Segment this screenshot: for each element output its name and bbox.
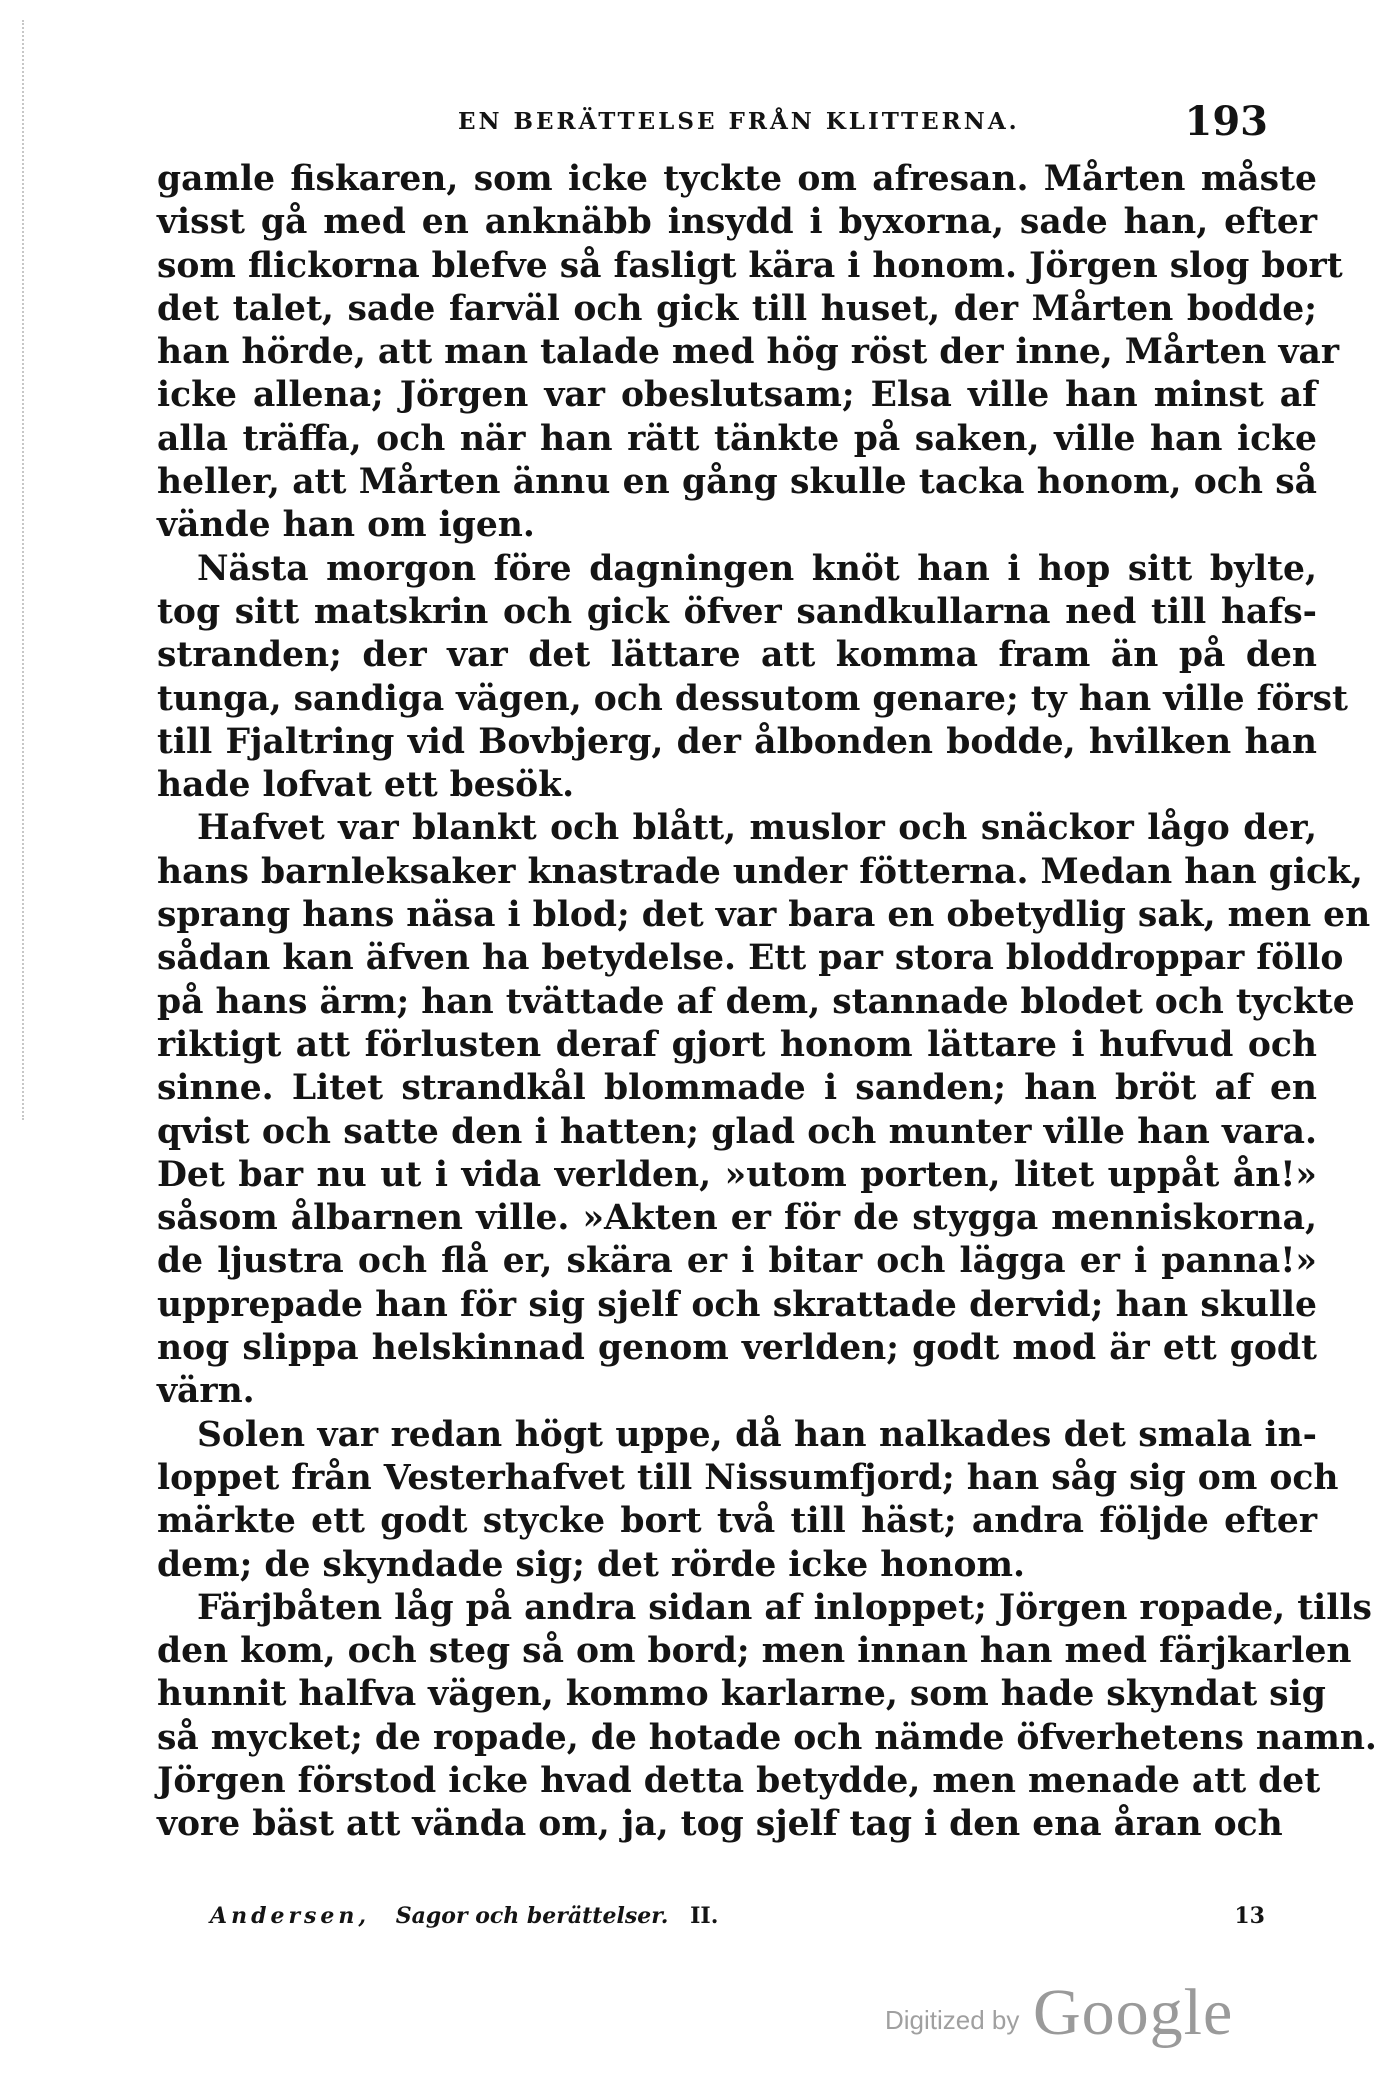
- paragraph: [157, 1414, 1339, 1587]
- paragraph: [157, 1587, 1377, 1847]
- text-line: Hafvet var blankt och blått, muslor och snäckor lågo der,: [197, 808, 1317, 849]
- text-line: Det bar nu ut i vida verlden, »utom porten, litet uppåt ån!»: [157, 1154, 1317, 1195]
- text-line: qvist och satte den i hatten; glad och munter ville han vara.: [157, 1111, 1317, 1152]
- text-line: dem; de skyndade sig; det rörde icke honom.: [157, 1544, 1025, 1585]
- text-line: vore bäst att vända om, ja, tog sjelf tag i den ena åran och: [157, 1804, 1283, 1845]
- body-text: [157, 158, 1377, 1847]
- running-title: EN BERÄTTELSE FRÅN KLITTERNA.: [458, 108, 1020, 135]
- text-line: han hörde, att man talade med hög röst der inne, Mårten var: [157, 332, 1340, 373]
- text-line: sådan kan äfven ha betydelse. Ett par stora bloddroppar föllo: [157, 938, 1344, 979]
- paragraph: [157, 807, 1371, 1413]
- signature-volume: II.: [690, 1903, 719, 1929]
- text-line: visst gå med en anknäbb insydd i byxorna, sade han, efter: [157, 202, 1317, 243]
- text-line: hade lofvat ett besök.: [157, 765, 575, 806]
- paragraph: [157, 548, 1348, 808]
- text-line: så mycket; de ropade, de hotade och nämde öfverhetens namn.: [157, 1717, 1377, 1758]
- signature-sheet-number: 13: [1234, 1903, 1265, 1929]
- text-line: tunga, sandiga vägen, och dessutom genare; ty han ville först: [157, 678, 1348, 719]
- text-line: den kom, och steg så om bord; men innan han med färjkarlen: [157, 1631, 1352, 1672]
- page-number: 193: [1184, 98, 1268, 145]
- digitized-watermark: [885, 1975, 1245, 2049]
- text-line: tog sitt matskrin och gick öfver sandkullarna ned till hafs-: [157, 591, 1317, 632]
- text-line: gamle fiskaren, som icke tyckte om afresan. Mårten måste: [157, 159, 1317, 199]
- printer-signature: [210, 1903, 1300, 1943]
- running-header: [158, 100, 1318, 160]
- text-line: märkte ett godt stycke bort två till häst; andra följde efter: [157, 1501, 1317, 1542]
- text-line: sinne. Litet strandkål blommade i sanden; han bröt af en: [157, 1068, 1317, 1109]
- text-line: Jörgen förstod icke hvad detta betydde, men menade att det: [157, 1760, 1321, 1801]
- text-line: hunnit halfva vägen, kommo karlarne, som hade skyndat sig: [157, 1674, 1326, 1715]
- text-line: sprang hans näsa i blod; det var bara en obetydlig sak, men en: [157, 895, 1371, 936]
- text-line: Färjbåten låg på andra sidan af inloppet; Jörgen ropade, tills: [197, 1587, 1372, 1628]
- text-line: till Fjaltring vid Bovbjerg, der ålbonden bodde, hvilken han: [157, 721, 1317, 762]
- text-line: riktigt att förlusten deraf gjort honom lättare i hufvud och: [157, 1024, 1317, 1065]
- text-line: såsom ålbarnen ville. »Akten er för de stygga menniskorna,: [157, 1198, 1317, 1239]
- text-line: det talet, sade farväl och gick till huset, der Mårten bodde;: [157, 288, 1317, 329]
- text-line: alla träffa, och när han rätt tänkte på saken, ville han icke: [157, 418, 1317, 459]
- text-line: Nästa morgon före dagningen knöt han i hop sitt bylte,: [197, 548, 1317, 589]
- watermark-prefix: Digitized by: [885, 2005, 1020, 2035]
- text-line: heller, att Mårten ännu en gång skulle tacka honom, och så: [157, 462, 1317, 503]
- signature-book-title: Sagor och berättelser.: [395, 1903, 669, 1929]
- text-line: de ljustra och flå er, skära er i bitar och lägga er i panna!»: [157, 1241, 1317, 1282]
- text-line: Solen var redan högt uppe, då han nalkades det smala in-: [197, 1414, 1317, 1455]
- text-line: vände han om igen.: [157, 505, 535, 546]
- text-line: hans barnleksaker knastrade under fötterna. Medan han gick,: [157, 851, 1363, 892]
- text-line: värn.: [157, 1371, 255, 1412]
- google-logo: Google: [1033, 1976, 1234, 2049]
- text-line: icke allena; Jörgen var obeslutsam; Elsa ville han minst af: [157, 375, 1317, 416]
- text-line: stranden; der var det lättare att komma fram än på den: [157, 635, 1317, 676]
- text-line: nog slippa helskinnad genom verlden; godt mod är ett godt: [157, 1328, 1317, 1369]
- text-line: loppet från Vesterhafvet till Nissumfjord; han såg sig om och: [157, 1457, 1339, 1498]
- text-line: upprepade han för sig sjelf och skrattade dervid; han skulle: [157, 1284, 1317, 1325]
- text-line: på hans ärm; han tvättade af dem, stannade blodet och tyckte: [157, 981, 1355, 1022]
- text-line: som flickorna blefve så fasligt kära i honom. Jörgen slog bort: [157, 245, 1343, 286]
- paragraph: [157, 158, 1343, 548]
- margin-scan-marks: [22, 20, 44, 1120]
- signature-author: Andersen,: [210, 1903, 371, 1929]
